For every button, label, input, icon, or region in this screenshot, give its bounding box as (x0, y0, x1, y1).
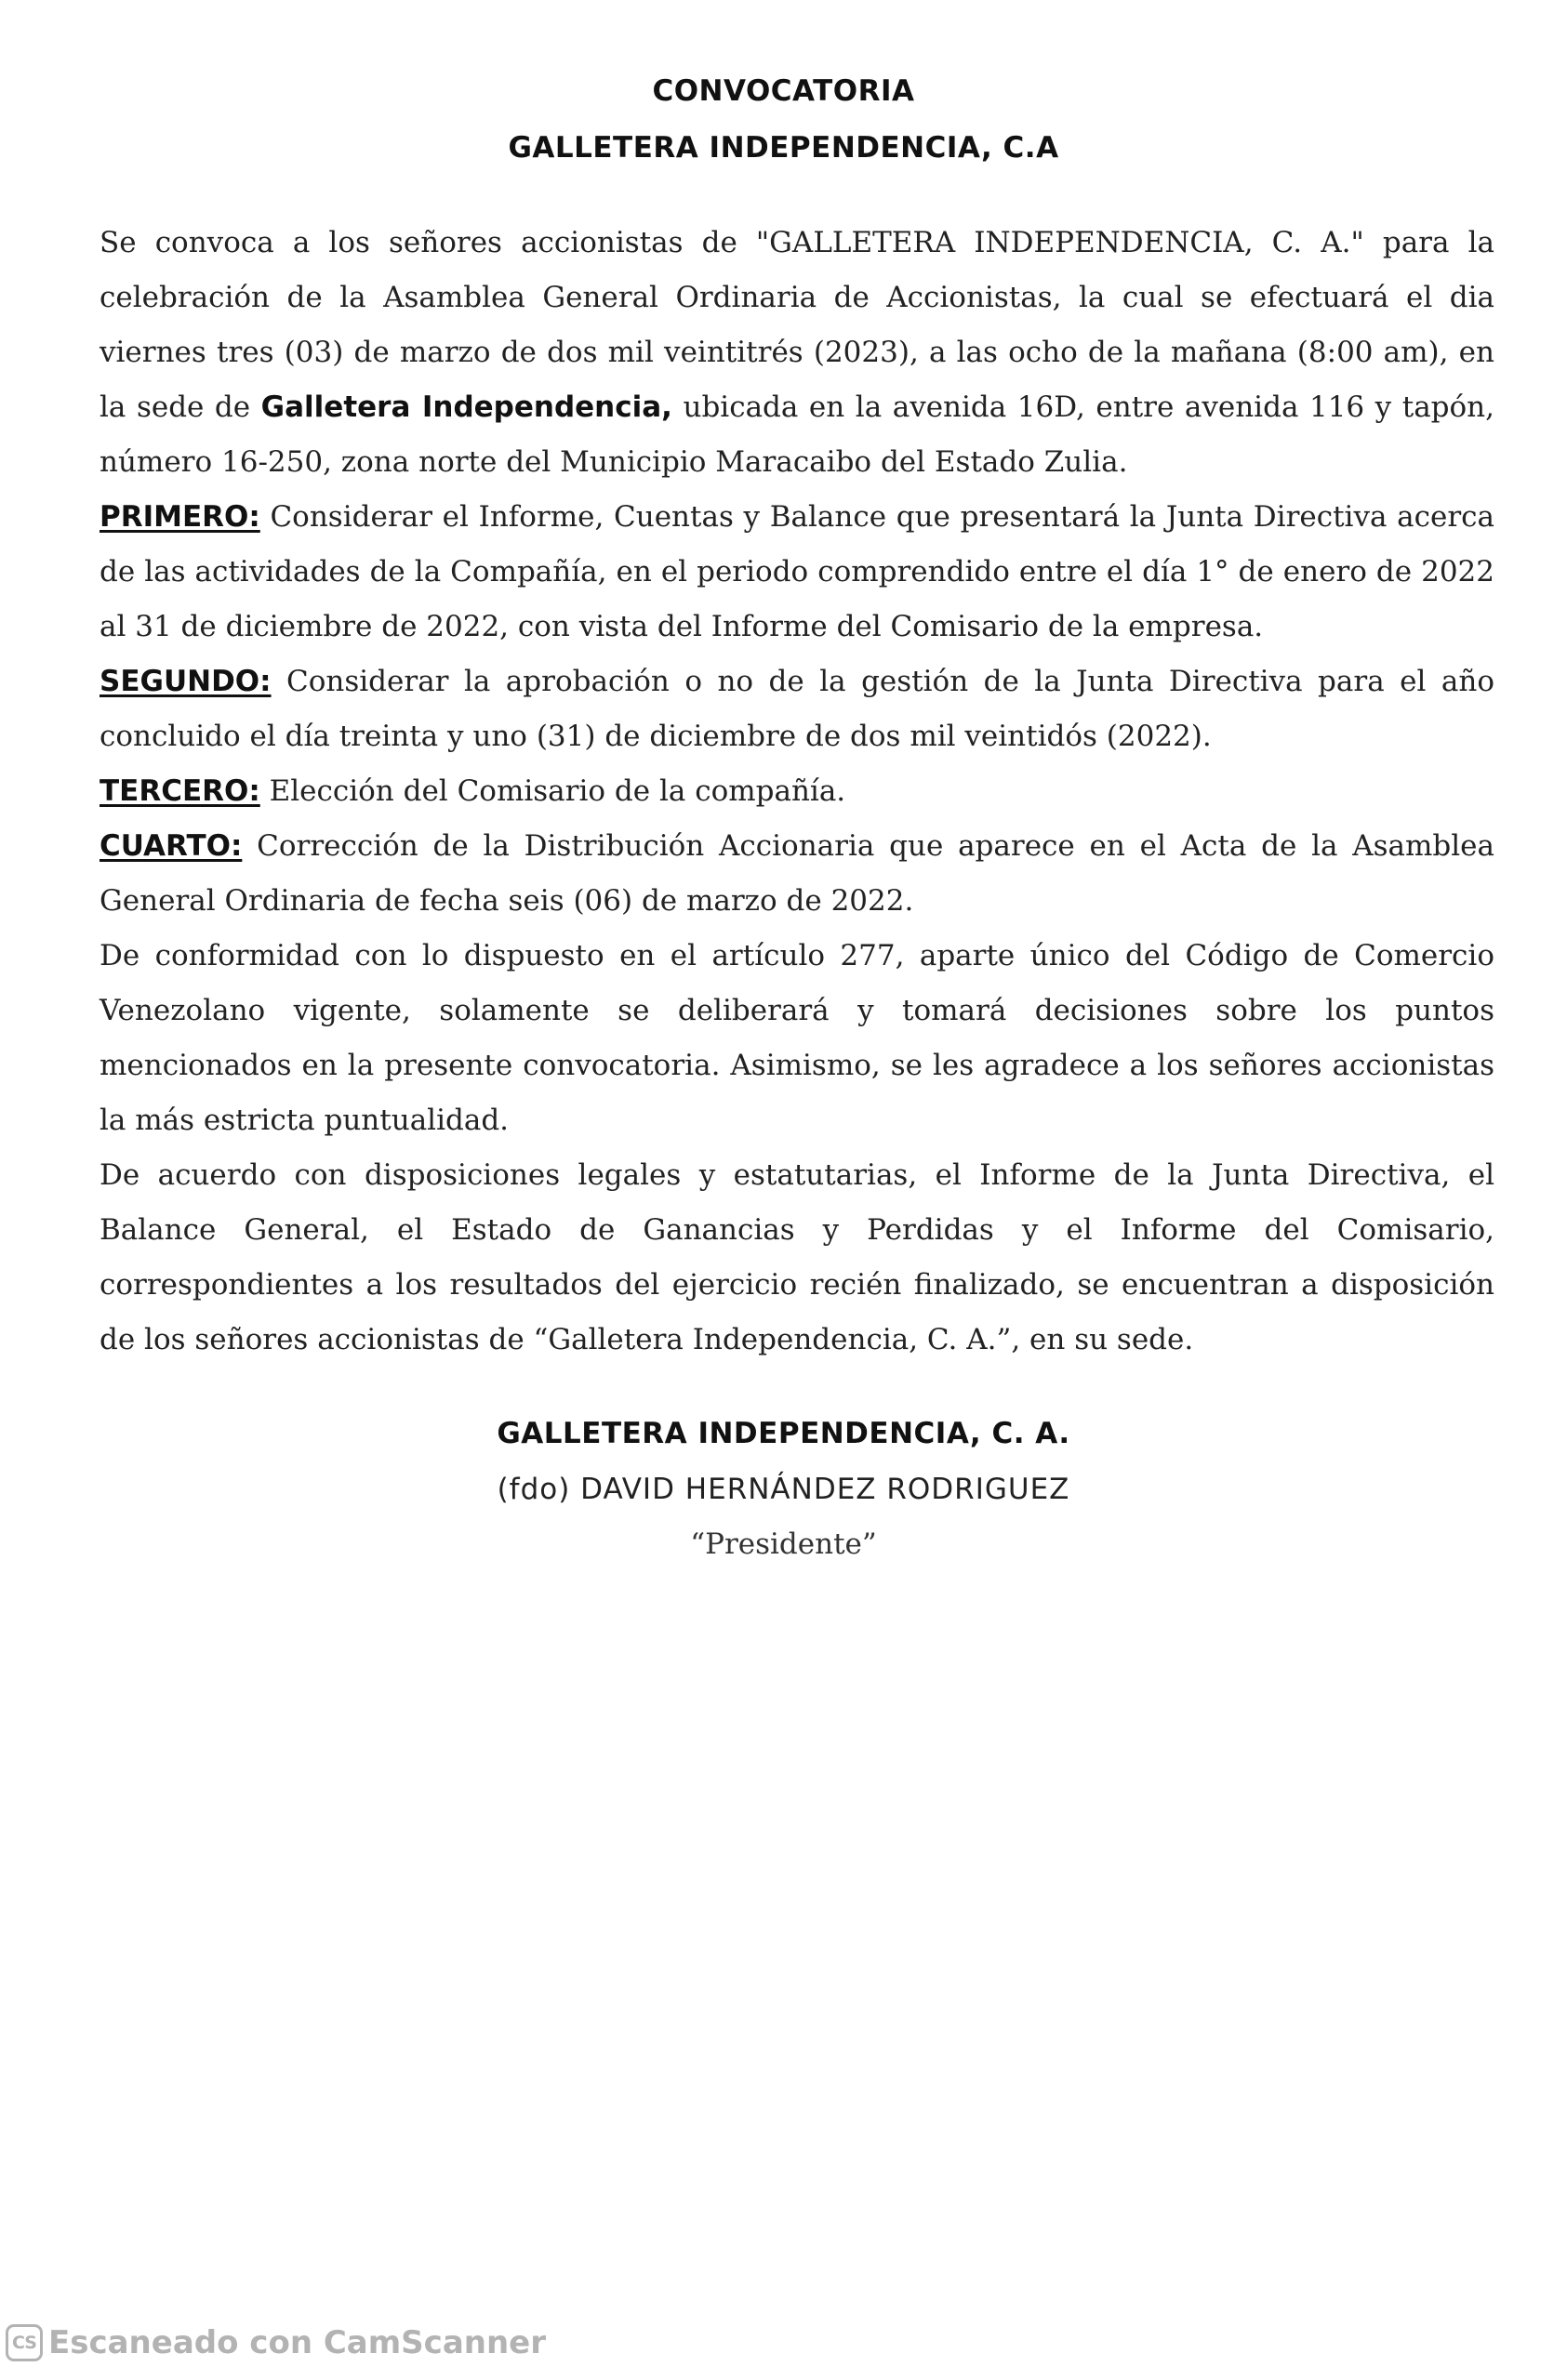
point-text-segundo: Considerar la aprobación o no de la gestión de la Junta Directiva para el año concluido el día treinta y uno (31) de diciembre de dos mil veintidós (2022). (100, 665, 1494, 753)
point-tercero (100, 764, 1494, 819)
intro-text-part1: Se convoca a los señores accionistas de "GALLETERA INDEPENDENCIA, C. A." para la celebración de la Asamblea General Ordinaria de Accionistas, la cual se efectuará el dia viernes tres (03) de marzo de dos mil veintitrés (2023), a las ocho de la mañana (8:00 am), en la sede de (100, 226, 1494, 424)
company-heading: GALLETERA INDEPENDENCIA, C.A (508, 131, 1059, 165)
camscanner-watermark-text: Escaneado con CamScanner (48, 2324, 547, 2361)
signature-name: (fdo) DAVID HERNÁNDEZ RODRIGUEZ (497, 1473, 1070, 1506)
point-label-primero: PRIMERO: (100, 500, 260, 534)
point-label-tercero: TERCERO: (100, 774, 260, 808)
point-text-tercero: Elección del Comisario de la compañía. (259, 774, 846, 808)
closing-paragraph-1: De conformidad con lo dispuesto en el artículo 277, aparte único del Código de Comercio Venezolano vigente, solamente se deliberará y tomará decisiones sobre los puntos mencionados en la presente convocatoria. Asimismo, se les agradece a los señores accionistas la más estricta puntualidad. (100, 939, 1494, 1137)
point-label-cuarto: CUARTO: (100, 829, 243, 863)
point-cuarto (100, 819, 1494, 929)
camscanner-watermark (6, 2324, 546, 2361)
closing-paragraph-2: De acuerdo con disposiciones legales y estatutarias, el Informe de la Junta Directiva, el Balance General, el Estado de Ganancias y Perdidas y el Informe del Comisario, correspondientes a los resultados del ejercicio recién finalizado, se encuentran a disposición de los señores accionistas de “Galletera Independencia, C. A.”, en su sede. (100, 1158, 1494, 1356)
point-primero (100, 490, 1494, 654)
signature-role: “Presidente” (690, 1527, 877, 1561)
camscanner-logo-icon: CS (6, 2324, 43, 2361)
intro-paragraph (100, 216, 1494, 490)
signature-company: GALLETERA INDEPENDENCIA, C. A. (497, 1417, 1070, 1450)
point-text-primero: Considerar el Informe, Cuentas y Balance que presentará la Junta Directiva acerca de las actividades de la Compañía, en el periodo comprendido entre el día 1° de enero de 2022 al 31 de diciembre de 2022, con vista del Informe del Comisario de la empresa. (100, 500, 1494, 643)
point-segundo (100, 654, 1494, 764)
intro-text-part2: ubicada en la avenida 16D, entre avenida 116 y tapón, número 16-250, zona norte del Municipio Maracaibo del Estado Zulia. (100, 390, 1495, 479)
point-text-cuarto: Corrección de la Distribución Accionaria que aparece en el Acta de la Asamblea General Ordinaria de fecha seis (06) de marzo de 2022. (100, 829, 1494, 918)
intro-company-name: Galletera Independencia, (260, 390, 672, 424)
document-title: CONVOCATORIA (652, 74, 915, 108)
document-body (100, 216, 1494, 1368)
point-label-segundo: SEGUNDO: (100, 665, 272, 698)
